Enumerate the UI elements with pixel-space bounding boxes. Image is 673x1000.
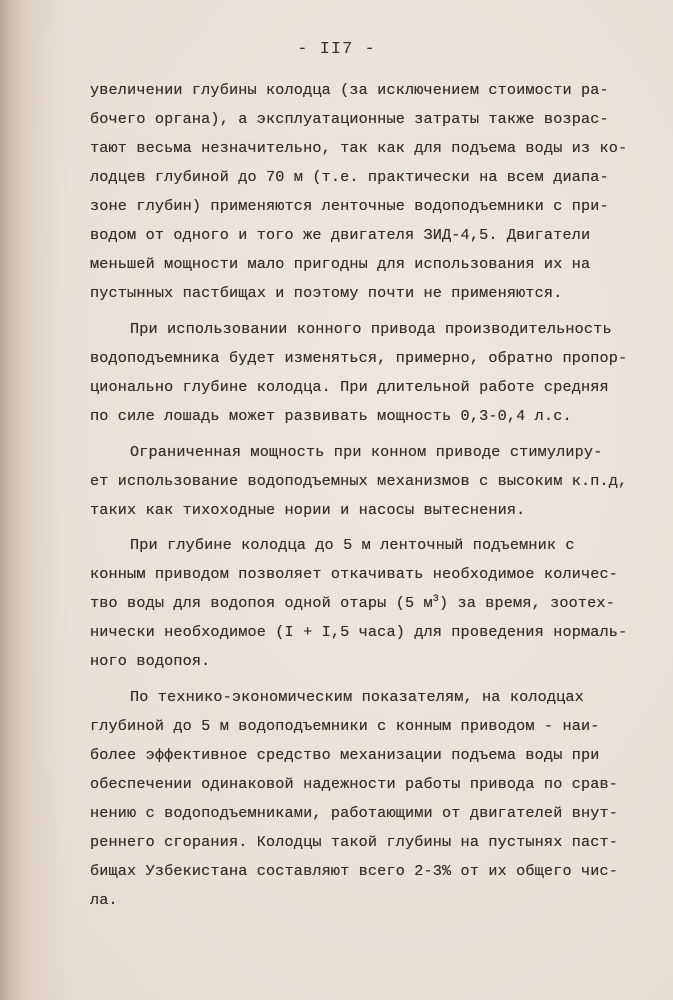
- text-line: глубиной до 5 м водоподъемники с конным приводом - наи-: [90, 717, 600, 735]
- superscript-cubic: 3: [432, 594, 439, 605]
- text-line: Ограниченная мощность при конном приводе стимулиру-: [130, 443, 603, 461]
- text-line: ционально глубине колодца. При длительной работе средняя: [90, 378, 609, 396]
- text-line: ла.: [90, 891, 118, 909]
- text-line: пустынных пастбищах и поэтому почти не применяются.: [90, 284, 563, 302]
- text-line: тают весьма незначительно, так как для подъема воды из ко-: [90, 139, 628, 157]
- text-line: При использовании конного привода производительность: [130, 320, 612, 338]
- text-line: нению с водоподъемниками, работающими от двигателей внут-: [90, 804, 619, 822]
- text-line: обеспечении одинаковой надежности работы привода по срав-: [90, 775, 619, 793]
- text-line: конным приводом позволяет откачивать необходимое количес-: [90, 565, 619, 583]
- text-line: водоподъемника будет изменяться, примерно, обратно пропор-: [90, 349, 628, 367]
- text-line: [90, 593, 615, 613]
- text-line: более эффективное средство механизации подъема воды при: [90, 746, 600, 764]
- text-line: по силе лошадь может развивать мощность 0,3-0,4 л.с.: [90, 407, 572, 425]
- text-line: меньшей мощности мало пригодны для использования их на: [90, 255, 591, 273]
- text-segment: ) за время, зоотех-: [438, 594, 615, 612]
- text-line: таких как тихоходные нории и насосы вытеснения.: [90, 501, 526, 519]
- text-line: нически необходимое (I + I,5 часа) для проведения нормаль-: [90, 623, 628, 641]
- text-line: При глубине колодца до 5 м ленточный подъемник с: [130, 536, 575, 554]
- text-line: лодцев глубиной до 70 м (т.е. практически на всем диапа-: [90, 168, 609, 186]
- text-line: ет использование водоподъемных механизмов с высоким к.п.д,: [90, 472, 628, 490]
- text-line: бочего органа), а эксплуатационные затраты также возрас-: [90, 110, 609, 128]
- text-line: ного водопоя.: [90, 652, 211, 670]
- text-line: увеличении глубины колодца (за исключением стоимости ра-: [90, 81, 609, 99]
- text-line: реннего сгорания. Колодцы такой глубины на пустынях паст-: [90, 833, 619, 851]
- page-number: - II7 -: [297, 40, 376, 59]
- text-line: бищах Узбекистана составляют всего 2-3% от их общего чис-: [90, 862, 619, 880]
- text-segment: тво воды для водопоя одной отары (5 м: [90, 594, 433, 612]
- text-line: водом от одного и того же двигателя ЗИД-4,5. Двигатели: [90, 226, 591, 244]
- text-line: зоне глубин) применяются ленточные водоподъемники с при-: [90, 197, 609, 215]
- text-line: По технико-экономическим показателям, на колодцах: [130, 688, 584, 706]
